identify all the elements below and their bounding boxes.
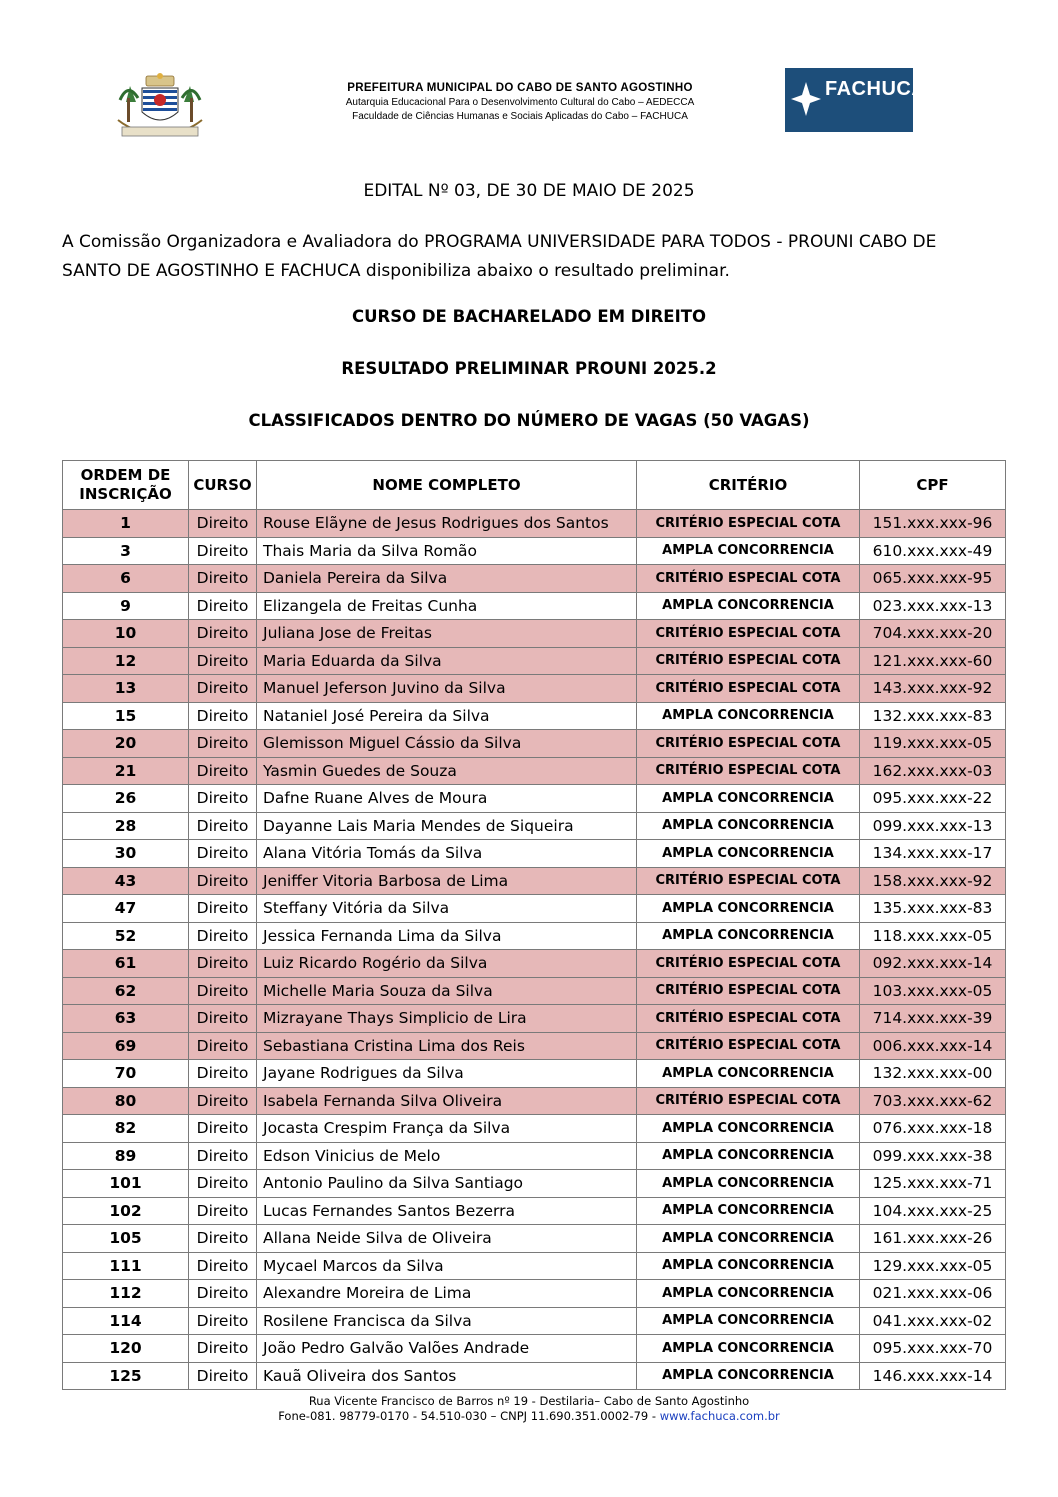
cell-curso: Direito <box>189 867 257 895</box>
cell-nome: Sebastiana Cristina Lima dos Reis <box>257 1032 637 1060</box>
cell-criterio: AMPLA CONCORRENCIA <box>637 1307 860 1335</box>
cell-criterio: AMPLA CONCORRENCIA <box>637 785 860 813</box>
header-autarquia: Autarquia Educacional Para o Desenvolvimento Cultural do Cabo – AEDECCA <box>345 97 695 108</box>
cell-cpf: 162.xxx.xxx-03 <box>860 757 1006 785</box>
cell-nome: Glemisson Miguel Cássio da Silva <box>257 730 637 758</box>
cell-nome: Dafne Ruane Alves de Moura <box>257 785 637 813</box>
cell-criterio: AMPLA CONCORRENCIA <box>637 537 860 565</box>
cell-ordem: 20 <box>63 730 189 758</box>
cell-ordem: 47 <box>63 895 189 923</box>
table-row <box>63 537 1006 565</box>
cell-curso: Direito <box>189 1142 257 1170</box>
cell-criterio: AMPLA CONCORRENCIA <box>637 895 860 923</box>
table-row <box>63 895 1006 923</box>
table-row <box>63 1307 1006 1335</box>
cell-ordem: 6 <box>63 565 189 593</box>
cell-nome: Allana Neide Silva de Oliveira <box>257 1225 637 1253</box>
cell-criterio: AMPLA CONCORRENCIA <box>637 840 860 868</box>
cell-nome: Juliana Jose de Freitas <box>257 620 637 648</box>
table-row <box>63 1087 1006 1115</box>
cell-criterio: CRITÉRIO ESPECIAL COTA <box>637 647 860 675</box>
cell-ordem: 10 <box>63 620 189 648</box>
cell-curso: Direito <box>189 730 257 758</box>
table-row <box>63 1335 1006 1363</box>
cell-criterio: AMPLA CONCORRENCIA <box>637 1280 860 1308</box>
header-cpf: CPF <box>860 461 1006 510</box>
cell-cpf: 121.xxx.xxx-60 <box>860 647 1006 675</box>
page-footer <box>0 1394 1058 1424</box>
cell-curso: Direito <box>189 1197 257 1225</box>
table-row <box>63 1225 1006 1253</box>
cell-curso: Direito <box>189 510 257 538</box>
cell-ordem: 61 <box>63 950 189 978</box>
cell-cpf: 023.xxx.xxx-13 <box>860 592 1006 620</box>
cell-nome: Alana Vitória Tomás da Silva <box>257 840 637 868</box>
cell-criterio: AMPLA CONCORRENCIA <box>637 1197 860 1225</box>
cell-cpf: 610.xxx.xxx-49 <box>860 537 1006 565</box>
cell-nome: Yasmin Guedes de Souza <box>257 757 637 785</box>
header-ordem-line2: INSCRIÇÃO <box>79 485 172 503</box>
cell-criterio: CRITÉRIO ESPECIAL COTA <box>637 977 860 1005</box>
cell-cpf: 076.xxx.xxx-18 <box>860 1115 1006 1143</box>
cell-ordem: 1 <box>63 510 189 538</box>
cell-criterio: AMPLA CONCORRENCIA <box>637 1115 860 1143</box>
header-nome: NOME COMPLETO <box>257 461 637 510</box>
cell-curso: Direito <box>189 1032 257 1060</box>
cell-cpf: 095.xxx.xxx-70 <box>860 1335 1006 1363</box>
cell-curso: Direito <box>189 922 257 950</box>
cell-cpf: 135.xxx.xxx-83 <box>860 895 1006 923</box>
footer-address: Rua Vicente Francisco de Barros nº 19 - Destilaria– Cabo de Santo Agostinho <box>308 1394 750 1408</box>
header-prefeitura: PREFEITURA MUNICIPAL DO CABO DE SANTO AGOSTINHO <box>347 82 693 94</box>
cell-criterio: AMPLA CONCORRENCIA <box>637 1335 860 1363</box>
cell-criterio: AMPLA CONCORRENCIA <box>637 922 860 950</box>
cell-curso: Direito <box>189 1087 257 1115</box>
cell-criterio: CRITÉRIO ESPECIAL COTA <box>637 950 860 978</box>
cell-criterio: CRITÉRIO ESPECIAL COTA <box>637 620 860 648</box>
cell-cpf: 151.xxx.xxx-96 <box>860 510 1006 538</box>
table-body <box>63 510 1006 1390</box>
header-criterio: CRITÉRIO <box>637 461 860 510</box>
cell-ordem: 63 <box>63 1005 189 1033</box>
cell-curso: Direito <box>189 785 257 813</box>
table-header-row <box>63 461 1006 510</box>
cell-cpf: 006.xxx.xxx-14 <box>860 1032 1006 1060</box>
cell-cpf: 704.xxx.xxx-20 <box>860 620 1006 648</box>
classified-title: CLASSIFICADOS DENTRO DO NÚMERO DE VAGAS (50 VAGAS) <box>248 411 810 430</box>
institution-header <box>250 81 790 124</box>
cell-ordem: 12 <box>63 647 189 675</box>
header-faculdade: Faculdade de Ciências Humanas e Sociais Aplicadas do Cabo – FACHUCA <box>352 111 688 122</box>
cell-cpf: 065.xxx.xxx-95 <box>860 565 1006 593</box>
cell-curso: Direito <box>189 950 257 978</box>
table-row <box>63 565 1006 593</box>
cell-cpf: 125.xxx.xxx-71 <box>860 1170 1006 1198</box>
cell-nome: Steffany Vitória da Silva <box>257 895 637 923</box>
cell-criterio: AMPLA CONCORRENCIA <box>637 1225 860 1253</box>
cell-ordem: 13 <box>63 675 189 703</box>
table-row <box>63 1197 1006 1225</box>
cell-nome: Elizangela de Freitas Cunha <box>257 592 637 620</box>
cell-ordem: 43 <box>63 867 189 895</box>
cell-curso: Direito <box>189 1252 257 1280</box>
cell-criterio: CRITÉRIO ESPECIAL COTA <box>637 1087 860 1115</box>
fachuca-logo <box>785 68 927 132</box>
table-row <box>63 702 1006 730</box>
cell-cpf: 104.xxx.xxx-25 <box>860 1197 1006 1225</box>
cell-criterio: AMPLA CONCORRENCIA <box>637 1170 860 1198</box>
table-row <box>63 510 1006 538</box>
cell-criterio: AMPLA CONCORRENCIA <box>637 812 860 840</box>
table-row <box>63 1362 1006 1390</box>
cell-nome: Michelle Maria Souza da Silva <box>257 977 637 1005</box>
cell-cpf: 161.xxx.xxx-26 <box>860 1225 1006 1253</box>
cell-nome: Edson Vinicius de Melo <box>257 1142 637 1170</box>
header-ordem-line1: ORDEM DE <box>80 466 171 484</box>
cell-criterio: CRITÉRIO ESPECIAL COTA <box>637 1005 860 1033</box>
cell-ordem: 15 <box>63 702 189 730</box>
cell-nome: Jessica Fernanda Lima da Silva <box>257 922 637 950</box>
cell-criterio: CRITÉRIO ESPECIAL COTA <box>637 565 860 593</box>
table-row <box>63 977 1006 1005</box>
table-row <box>63 757 1006 785</box>
cell-curso: Direito <box>189 1005 257 1033</box>
results-table <box>62 460 1006 1390</box>
result-title: RESULTADO PRELIMINAR PROUNI 2025.2 <box>341 359 717 378</box>
table-row <box>63 1170 1006 1198</box>
cell-ordem: 28 <box>63 812 189 840</box>
cell-criterio: AMPLA CONCORRENCIA <box>637 1142 860 1170</box>
cell-ordem: 82 <box>63 1115 189 1143</box>
table-row <box>63 675 1006 703</box>
cell-curso: Direito <box>189 1115 257 1143</box>
cell-nome: Isabela Fernanda Silva Oliveira <box>257 1087 637 1115</box>
cell-curso: Direito <box>189 757 257 785</box>
cell-ordem: 62 <box>63 977 189 1005</box>
cell-ordem: 111 <box>63 1252 189 1280</box>
cell-criterio: AMPLA CONCORRENCIA <box>637 1252 860 1280</box>
cell-criterio: CRITÉRIO ESPECIAL COTA <box>637 1032 860 1060</box>
intro-paragraph: A Comissão Organizadora e Avaliadora do PROGRAMA UNIVERSIDADE PARA TODOS - PROUNI CABO DE SANTO DE AGOSTINHO E FACHUCA disponibiliza abaixo o resultado preliminar. <box>62 232 937 281</box>
cell-criterio: CRITÉRIO ESPECIAL COTA <box>637 730 860 758</box>
cell-curso: Direito <box>189 1362 257 1390</box>
cell-ordem: 89 <box>63 1142 189 1170</box>
cell-curso: Direito <box>189 1170 257 1198</box>
table-row <box>63 592 1006 620</box>
table-row <box>63 1060 1006 1088</box>
cell-nome: Rosilene Francisca da Silva <box>257 1307 637 1335</box>
cell-nome: Thais Maria da Silva Romão <box>257 537 637 565</box>
cell-nome: Jocasta Crespim França da Silva <box>257 1115 637 1143</box>
cell-curso: Direito <box>189 565 257 593</box>
cell-nome: Alexandre Moreira de Lima <box>257 1280 637 1308</box>
cell-ordem: 102 <box>63 1197 189 1225</box>
cell-cpf: 021.xxx.xxx-06 <box>860 1280 1006 1308</box>
cell-curso: Direito <box>189 895 257 923</box>
cell-cpf: 095.xxx.xxx-22 <box>860 785 1006 813</box>
star-icon <box>791 82 821 116</box>
cell-ordem: 3 <box>63 537 189 565</box>
cell-curso: Direito <box>189 592 257 620</box>
cell-nome: Dayanne Lais Maria Mendes de Siqueira <box>257 812 637 840</box>
table-row <box>63 730 1006 758</box>
cell-criterio: AMPLA CONCORRENCIA <box>637 592 860 620</box>
cell-ordem: 120 <box>63 1335 189 1363</box>
cell-nome: Kauã Oliveira dos Santos <box>257 1362 637 1390</box>
cell-nome: Maria Eduarda da Silva <box>257 647 637 675</box>
cell-ordem: 101 <box>63 1170 189 1198</box>
cell-ordem: 80 <box>63 1087 189 1115</box>
cell-curso: Direito <box>189 1280 257 1308</box>
cell-ordem: 26 <box>63 785 189 813</box>
table-row <box>63 1142 1006 1170</box>
cell-nome: João Pedro Galvão Valões Andrade <box>257 1335 637 1363</box>
cell-cpf: 132.xxx.xxx-00 <box>860 1060 1006 1088</box>
cell-nome: Rouse Elãyne de Jesus Rodrigues dos Santos <box>257 510 637 538</box>
website-link[interactable]: www.fachuca.com.br <box>659 1409 780 1423</box>
cell-nome: Lucas Fernandes Santos Bezerra <box>257 1197 637 1225</box>
cell-cpf: 099.xxx.xxx-13 <box>860 812 1006 840</box>
header-curso: CURSO <box>189 461 257 510</box>
cell-curso: Direito <box>189 840 257 868</box>
logo-text: FACHUCA <box>825 78 927 100</box>
cell-nome: Daniela Pereira da Silva <box>257 565 637 593</box>
table-row <box>63 1252 1006 1280</box>
cell-cpf: 714.xxx.xxx-39 <box>860 1005 1006 1033</box>
table-row <box>63 1115 1006 1143</box>
cell-curso: Direito <box>189 1335 257 1363</box>
cell-nome: Jayane Rodrigues da Silva <box>257 1060 637 1088</box>
cell-cpf: 041.xxx.xxx-02 <box>860 1307 1006 1335</box>
header-ordem <box>63 461 189 510</box>
table-row <box>63 840 1006 868</box>
cell-cpf: 703.xxx.xxx-62 <box>860 1087 1006 1115</box>
cell-ordem: 9 <box>63 592 189 620</box>
cell-cpf: 099.xxx.xxx-38 <box>860 1142 1006 1170</box>
cell-curso: Direito <box>189 537 257 565</box>
cell-cpf: 132.xxx.xxx-83 <box>860 702 1006 730</box>
cell-cpf: 134.xxx.xxx-17 <box>860 840 1006 868</box>
cell-ordem: 30 <box>63 840 189 868</box>
cell-ordem: 21 <box>63 757 189 785</box>
cell-ordem: 105 <box>63 1225 189 1253</box>
cell-cpf: 158.xxx.xxx-92 <box>860 867 1006 895</box>
cell-ordem: 52 <box>63 922 189 950</box>
cell-curso: Direito <box>189 675 257 703</box>
cell-criterio: CRITÉRIO ESPECIAL COTA <box>637 757 860 785</box>
cell-nome: Manuel Jeferson Juvino da Silva <box>257 675 637 703</box>
cell-nome: Luiz Ricardo Rogério da Silva <box>257 950 637 978</box>
cell-criterio: CRITÉRIO ESPECIAL COTA <box>637 675 860 703</box>
table-row <box>63 1032 1006 1060</box>
table-row <box>63 950 1006 978</box>
cell-ordem: 69 <box>63 1032 189 1060</box>
cell-ordem: 112 <box>63 1280 189 1308</box>
cell-ordem: 114 <box>63 1307 189 1335</box>
cell-criterio: CRITÉRIO ESPECIAL COTA <box>637 510 860 538</box>
table-row <box>63 867 1006 895</box>
cell-ordem: 70 <box>63 1060 189 1088</box>
cell-curso: Direito <box>189 1307 257 1335</box>
cell-cpf: 118.xxx.xxx-05 <box>860 922 1006 950</box>
cell-nome: Antonio Paulino da Silva Santiago <box>257 1170 637 1198</box>
cell-ordem: 125 <box>63 1362 189 1390</box>
cell-cpf: 103.xxx.xxx-05 <box>860 977 1006 1005</box>
cell-curso: Direito <box>189 620 257 648</box>
table-row <box>63 812 1006 840</box>
cell-criterio: AMPLA CONCORRENCIA <box>637 1362 860 1390</box>
footer-contact-text: Fone-081. 98779-0170 - 54.510-030 – CNPJ 11.690.351.0002-79 - <box>278 1409 660 1423</box>
cell-cpf: 129.xxx.xxx-05 <box>860 1252 1006 1280</box>
table-row <box>63 647 1006 675</box>
cell-nome: Jeniffer Vitoria Barbosa de Lima <box>257 867 637 895</box>
cell-curso: Direito <box>189 1225 257 1253</box>
cell-criterio: AMPLA CONCORRENCIA <box>637 1060 860 1088</box>
cell-nome: Mizrayane Thays Simplicio de Lira <box>257 1005 637 1033</box>
cell-cpf: 146.xxx.xxx-14 <box>860 1362 1006 1390</box>
table-row <box>63 1005 1006 1033</box>
cell-cpf: 119.xxx.xxx-05 <box>860 730 1006 758</box>
cell-nome: Mycael Marcos da Silva <box>257 1252 637 1280</box>
table-row <box>63 1280 1006 1308</box>
cell-cpf: 092.xxx.xxx-14 <box>860 950 1006 978</box>
cell-cpf: 143.xxx.xxx-92 <box>860 675 1006 703</box>
cell-curso: Direito <box>189 812 257 840</box>
cell-criterio: CRITÉRIO ESPECIAL COTA <box>637 867 860 895</box>
table-row <box>63 922 1006 950</box>
cell-criterio: AMPLA CONCORRENCIA <box>637 702 860 730</box>
cell-curso: Direito <box>189 702 257 730</box>
course-title: CURSO DE BACHARELADO EM DIREITO <box>351 307 706 326</box>
municipal-crest-logo <box>108 72 212 140</box>
table-row <box>63 785 1006 813</box>
cell-curso: Direito <box>189 1060 257 1088</box>
cell-nome: Nataniel José Pereira da Silva <box>257 702 637 730</box>
edital-title: EDITAL Nº 03, DE 30 DE MAIO DE 2025 <box>363 181 695 201</box>
footer-contact <box>0 1409 1058 1424</box>
table-row <box>63 620 1006 648</box>
cell-curso: Direito <box>189 647 257 675</box>
cell-curso: Direito <box>189 977 257 1005</box>
